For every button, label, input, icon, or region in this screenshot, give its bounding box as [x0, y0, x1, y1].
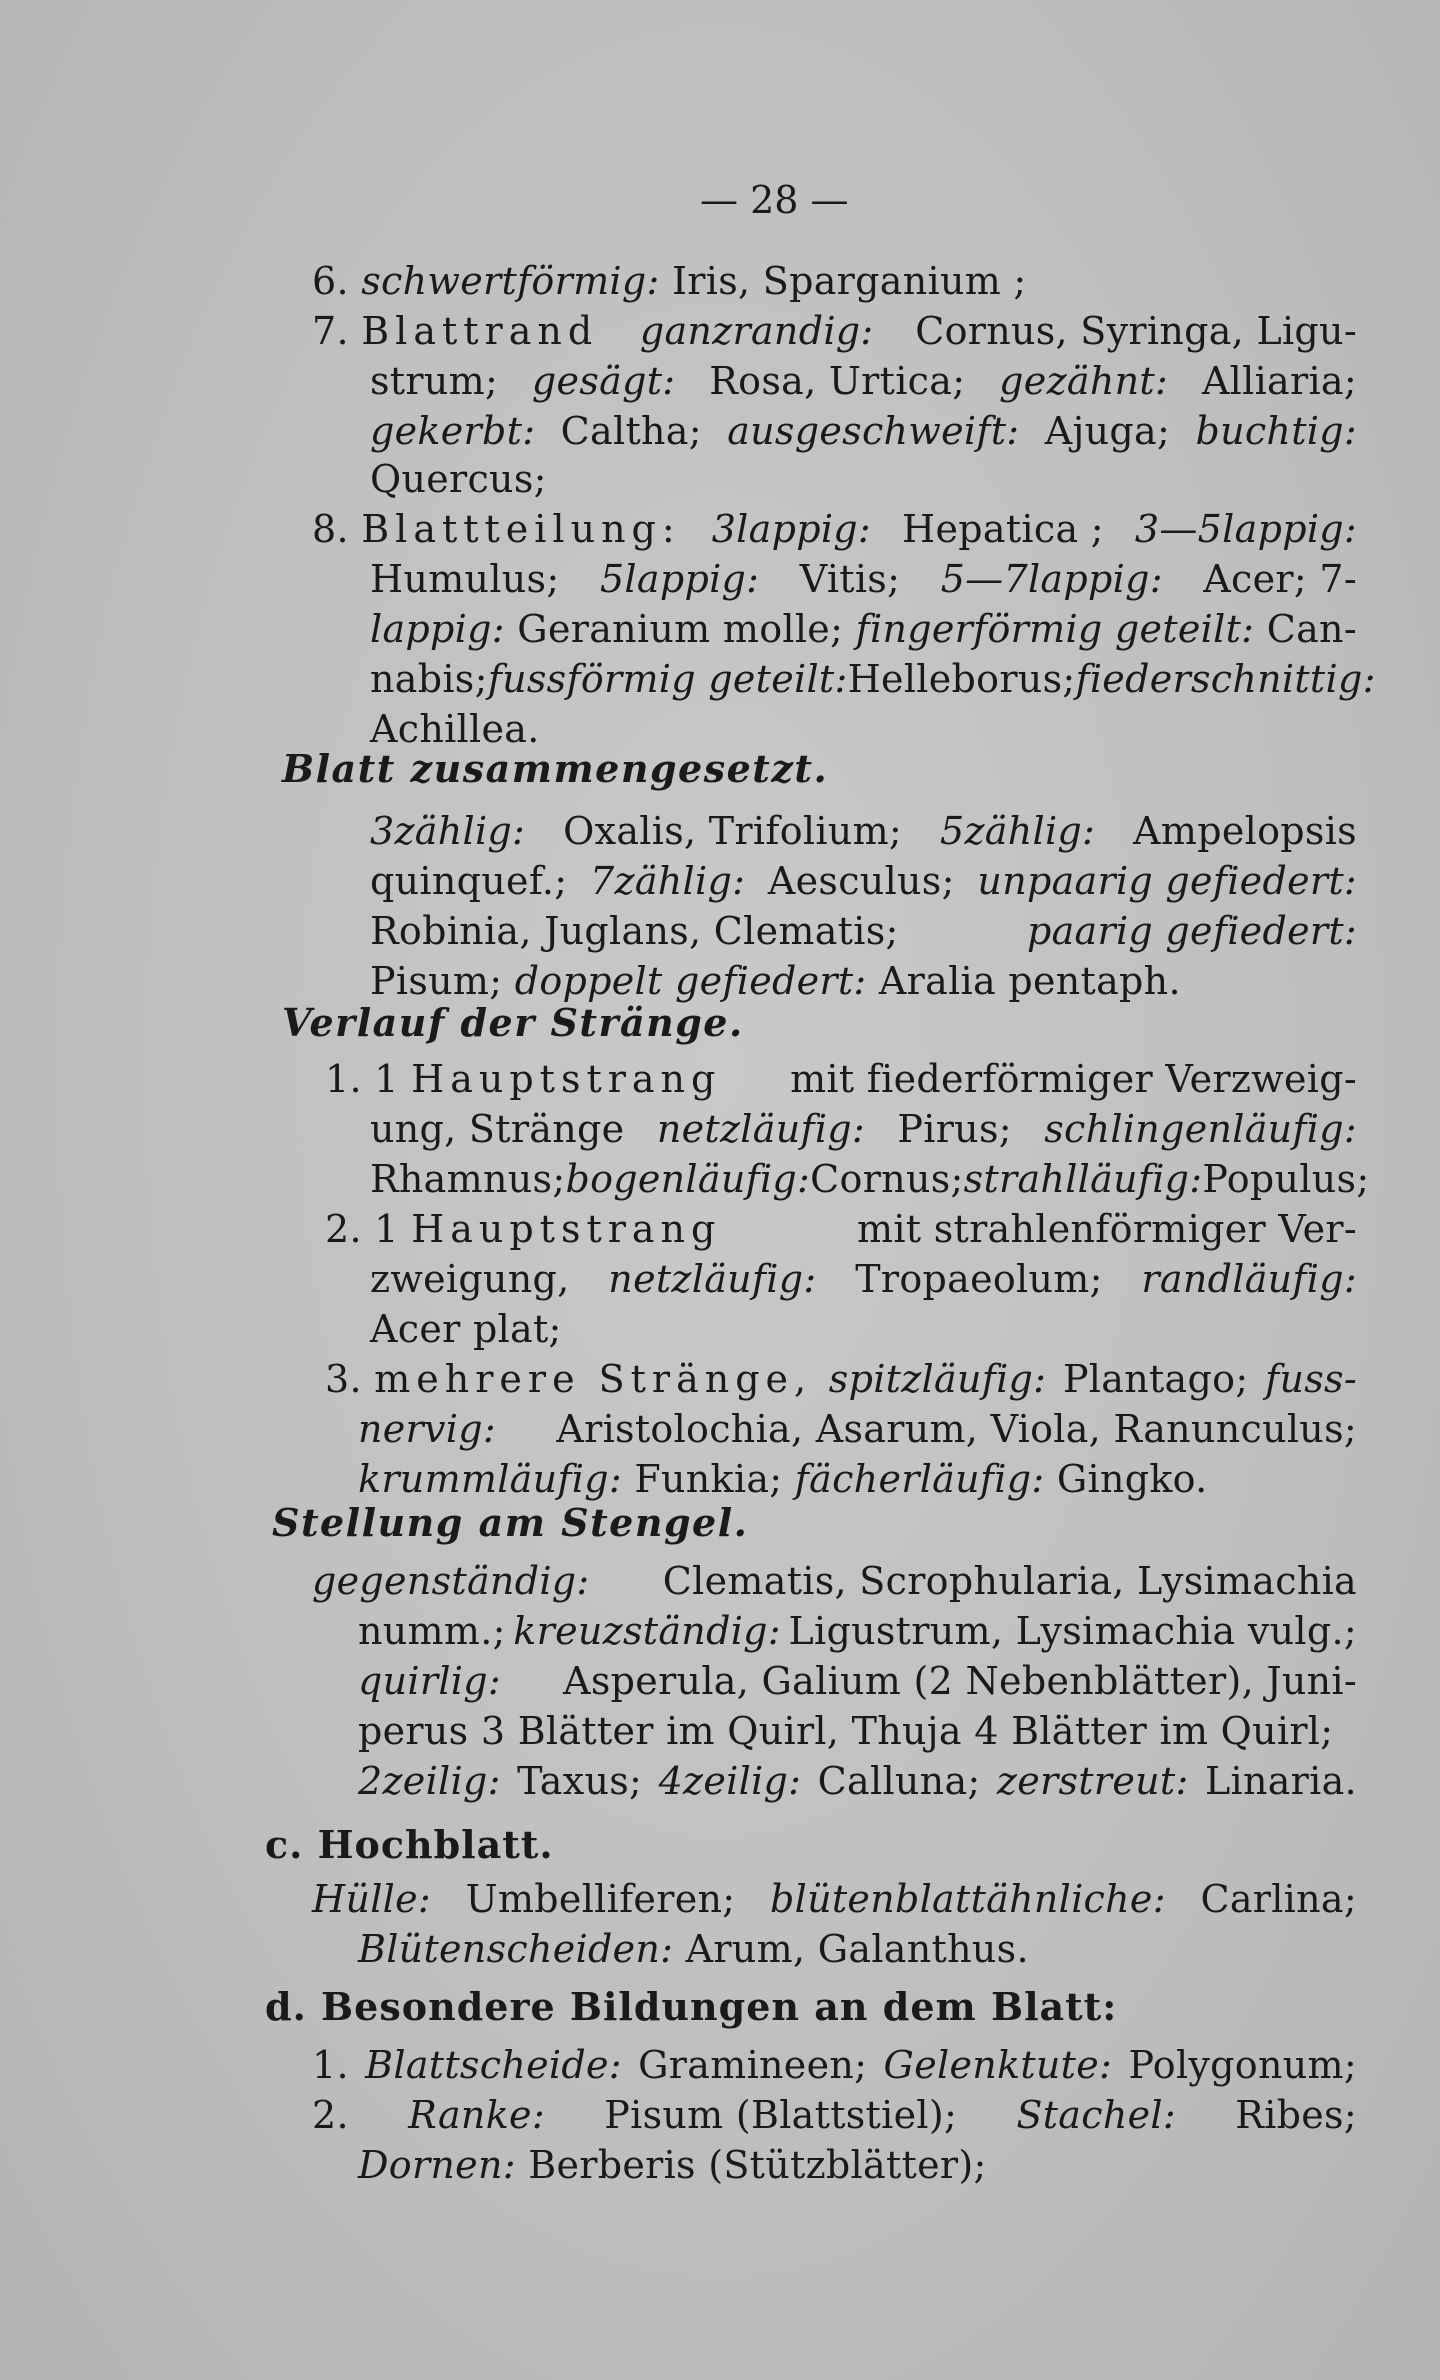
text-line: Hülle: Umbelliferen; blütenblattähnliche: Carlina; — [312, 1877, 1357, 1921]
text-line: Quercus; — [370, 457, 547, 501]
text-line: Dornen: Berberis (Stützblätter); — [358, 2143, 987, 2187]
text-line: nervig: Aristolochia, Asarum, Viola, Ranunculus; — [358, 1407, 1357, 1451]
text-line: 6. schwertförmig: Iris, Sparganium ; — [312, 259, 1027, 303]
text-line: quinquef.; 7zählig: Aesculus; unpaarig gefiedert: — [370, 859, 1357, 903]
text-line: 8. Blattteilung: 3lappig: Hepatica ; 3—5lappig: — [312, 507, 1357, 551]
text-line: zweigung, netzläufig: Tropaeolum; randläufig: — [370, 1257, 1357, 1301]
text-line: 1. Blattscheide: Gramineen; Gelenktute: Polygonum; — [312, 2043, 1357, 2087]
text-line: nabis; fussförmig geteilt: Helleborus; fiederschnittig: — [370, 657, 1376, 701]
text-line: Robinia, Juglans, Clematis; paarig gefiedert: — [370, 909, 1357, 953]
text-line: 2zeilig: Taxus; 4zeilig: Calluna; zerstreut: Linaria. — [358, 1759, 1357, 1803]
section-heading: Stellung am Stengel. — [272, 1500, 749, 1545]
text-line: 7. Blattrand ganzrandig: Cornus, Syringa, Ligu- — [312, 309, 1357, 353]
page-number: — 28 — — [700, 178, 849, 222]
section-heading: Verlauf der Stränge. — [282, 1000, 744, 1045]
text-line: lappig: Geranium molle; fingerförmig geteilt: Can- — [370, 607, 1357, 651]
text-line: krummläufig: Funkia; fächerläufig: Gingko. — [358, 1457, 1208, 1501]
text-line: Humulus; 5lappig: Vitis; 5—7lappig: Acer; 7- — [370, 557, 1357, 601]
text-line: 1. 1 Hauptstrang mit fiederförmiger Verzweig- — [325, 1057, 1357, 1101]
text-line: 3zählig: Oxalis, Trifolium; 5zählig: Ampelopsis — [370, 809, 1357, 853]
text-line: 3. mehrere Stränge, spitzläufig: Plantago; fuss- — [325, 1357, 1357, 1401]
text-line: quirlig: Asperula, Galium (2 Nebenblätter), Juni- — [358, 1659, 1357, 1703]
text-line: Acer plat; — [370, 1307, 562, 1351]
section-heading: Blatt zusammengesetzt. — [282, 746, 829, 791]
text-line: ung, Stränge netzläufig: Pirus; schlingenläufig: — [370, 1107, 1357, 1151]
text-line: 2. Ranke: Pisum (Blattstiel); Stachel: Ribes; — [312, 2093, 1357, 2137]
text-line: 2. 1 Hauptstrang mit strahlenförmiger Ver- — [325, 1207, 1357, 1251]
text-line: perus 3 Blätter im Quirl, Thuja 4 Blätter im Quirl; — [358, 1709, 1334, 1753]
text-line: Rhamnus; bogenläufig: Cornus; strahlläufig: Populus; — [370, 1157, 1370, 1201]
text-line: gegenständig: Clematis, Scrophularia, Lysimachia — [312, 1559, 1357, 1603]
section-heading: c. Hochblatt. — [265, 1822, 554, 1867]
text-line: numm.; kreuzständig: Ligustrum, Lysimachia vulg.; — [358, 1609, 1357, 1653]
text-line: Pisum; doppelt gefiedert: Aralia pentaph. — [370, 959, 1181, 1003]
text-line: Achillea. — [370, 707, 540, 751]
text-line: Blütenscheiden: Arum, Galanthus. — [358, 1927, 1029, 1971]
section-heading: d. Besondere Bildungen an dem Blatt: — [265, 1984, 1118, 2029]
text-line: gekerbt: Caltha; ausgeschweift: Ajuga; buchtig: — [370, 409, 1357, 453]
text-line: strum; gesägt: Rosa, Urtica; gezähnt: Alliaria; — [370, 359, 1357, 403]
